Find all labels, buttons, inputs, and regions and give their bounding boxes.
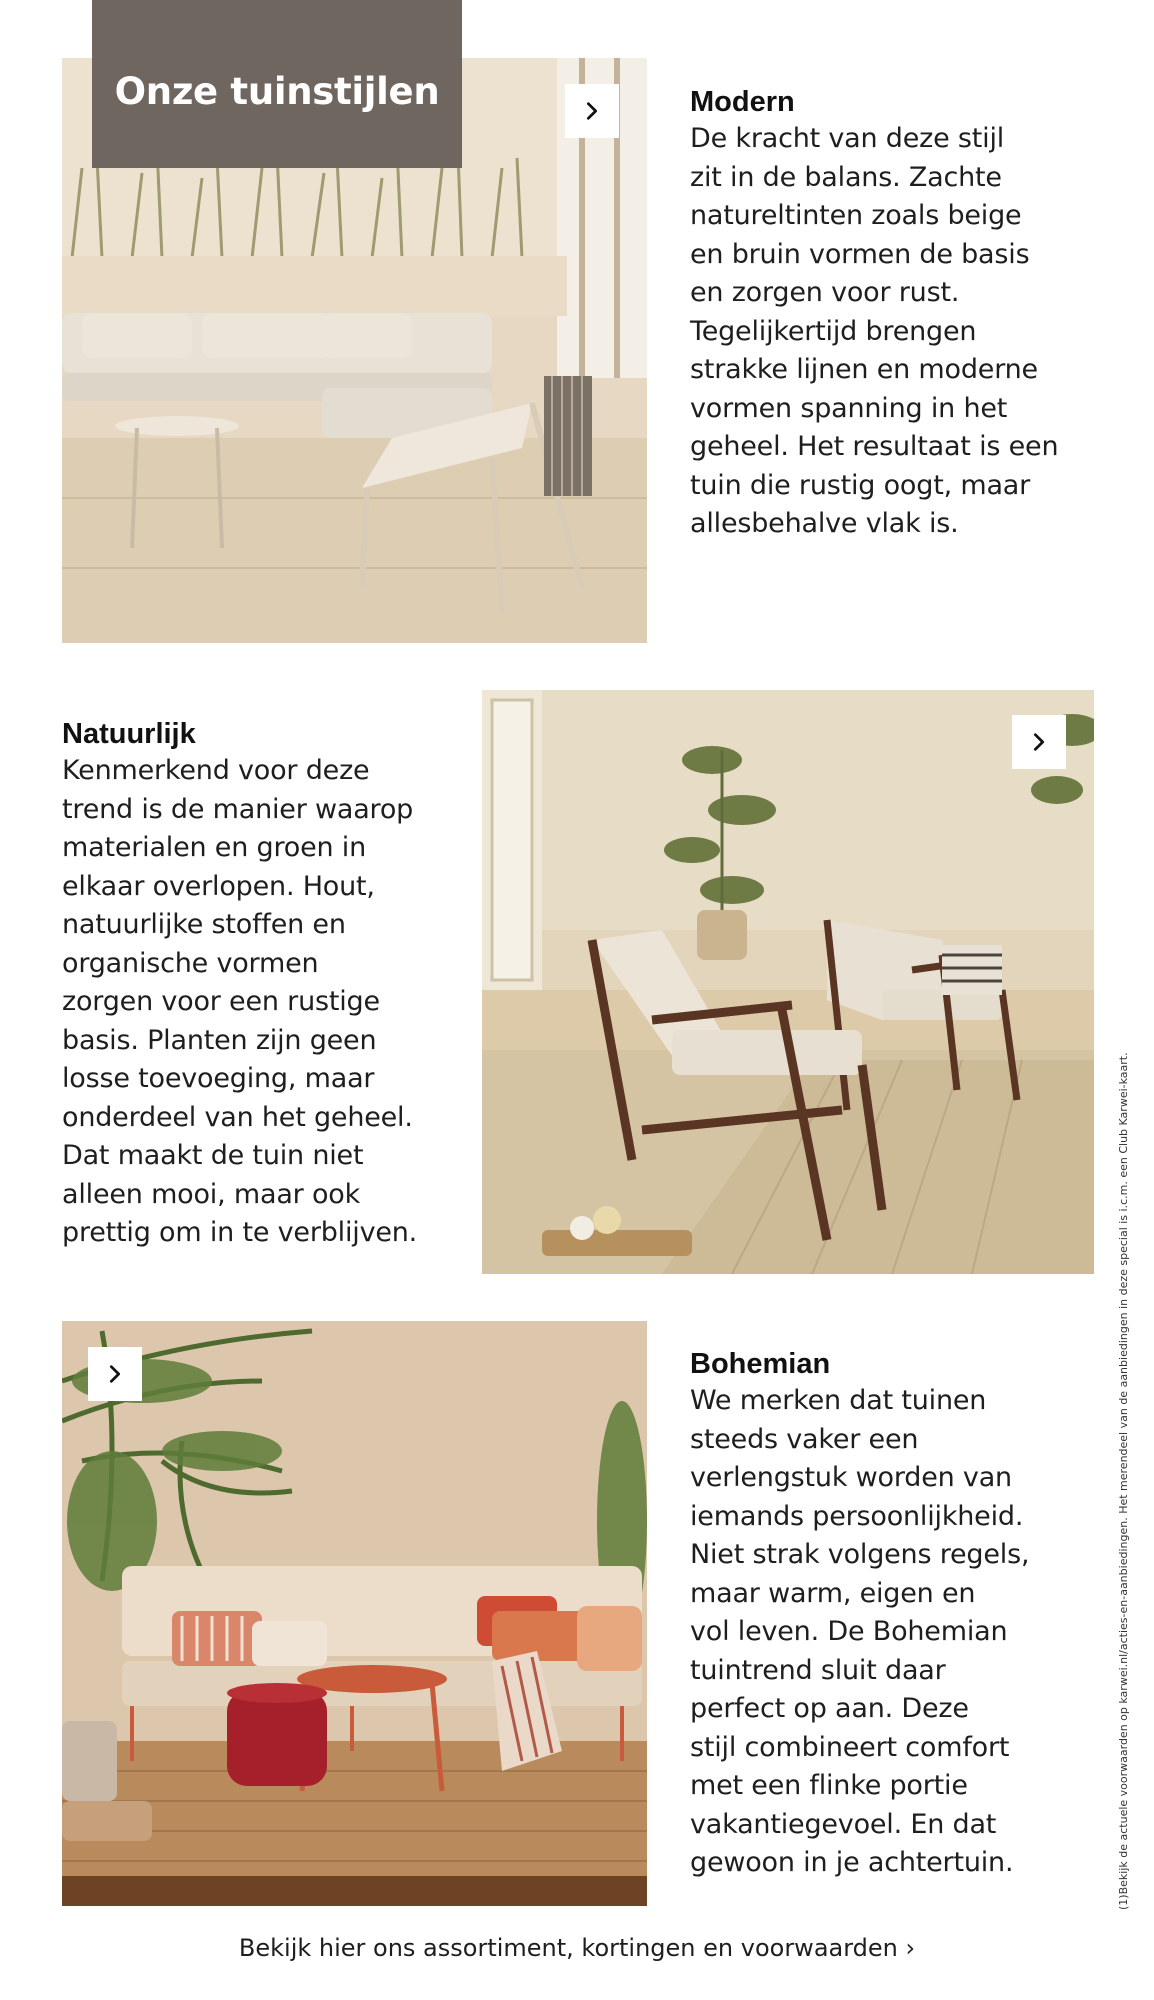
chevron-right-icon [581, 100, 603, 122]
bohemian-line: vakantiegevoel. En dat [690, 1808, 997, 1840]
bohemian-line: maar warm, eigen en [690, 1577, 976, 1609]
modern-line: De kracht van deze stijl [690, 123, 1005, 154]
natural-line: onderdeel van het geheel. [62, 1101, 413, 1133]
bohemian-line: stijl combineert comfort [690, 1731, 1010, 1763]
natural-line: Dat maakt de tuin niet [62, 1140, 364, 1171]
bohemian-line: vol leven. De Bohemian [690, 1616, 1008, 1647]
modern-line: en zorgen voor rust. [690, 277, 960, 308]
natural-line: zorgen voor een rustige [62, 986, 380, 1017]
modern-line: natureltinten zoals beige [690, 200, 1022, 231]
natural-body [62, 752, 482, 1253]
modern-line: tuin die rustig oogt, maar [690, 469, 1031, 501]
modern-line: strakke lijnen en moderne [690, 354, 1038, 385]
natural-title: Natuurlijk [62, 718, 196, 750]
natural-line: basis. Planten zijn geen [62, 1024, 377, 1056]
modern-line: Tegelijkertijd brengen [690, 315, 977, 347]
bohemian-line: perfect op aan. Deze [690, 1693, 969, 1724]
bohemian-line: met een flinke portie [690, 1770, 968, 1801]
natural-line: losse toevoeging, maar [62, 1063, 375, 1094]
bohemian-line: tuintrend sluit daar [690, 1654, 946, 1686]
bohemian-line: We merken dat tuinen [690, 1385, 987, 1416]
bohemian-body [690, 1382, 1130, 1883]
natural-line: natuurlijke stoffen en [62, 909, 346, 940]
modern-line: zit in de balans. Zachte [690, 161, 1002, 193]
natural-line: prettig om in te verblijven. [62, 1217, 418, 1248]
modern-title: Modern [690, 86, 795, 118]
modern-line: vormen spanning in het [690, 392, 1008, 424]
natural-line: materialen en groen in [62, 832, 366, 863]
page-title: Onze tuinstijlen [92, 0, 462, 168]
modern-next-button[interactable] [565, 84, 619, 138]
natural-line: trend is de manier waarop [62, 793, 414, 825]
natural-line: elkaar overlopen. Hout, [62, 870, 375, 902]
modern-line: en bruin vormen de basis [690, 238, 1030, 270]
bohemian-garden-photo [62, 1321, 647, 1906]
chevron-right-icon [104, 1363, 126, 1385]
natural-next-button[interactable] [1012, 715, 1066, 769]
bohemian-line: Niet strak volgens regels, [690, 1539, 1030, 1570]
natural-section-text [62, 716, 482, 1253]
bohemian-line: verlengstuk worden van [690, 1462, 1012, 1493]
bohemian-section-text [690, 1346, 1130, 1883]
natural-line: alleen mooi, maar ook [62, 1178, 361, 1210]
bohemian-line: steeds vaker een [690, 1423, 919, 1455]
natural-line: organische vormen [62, 947, 319, 979]
bohemian-next-button[interactable] [88, 1347, 142, 1401]
natural-line: Kenmerkend voor deze [62, 755, 370, 786]
natural-garden-photo [482, 690, 1094, 1274]
modern-line: allesbehalve vlak is. [690, 508, 959, 539]
bohemian-line: gewoon in je achtertuin. [690, 1847, 1014, 1878]
bohemian-title: Bohemian [690, 1348, 831, 1380]
chevron-right-icon [1028, 731, 1050, 753]
bohemian-line: iemands persoonlijkheid. [690, 1500, 1024, 1532]
modern-line: geheel. Het resultaat is een [690, 431, 1059, 462]
disclaimer-note: (1)Bekijk de actuele voorwaarden op karwei.nl/acties-en-aanbiedingen. Het merendeel van de aanbiedingen in deze special is i.c.m. een Club Karwei-kaart. [1117, 1052, 1130, 1910]
assortment-link[interactable]: Bekijk hier ons assortiment, kortingen en voorwaarden › [238, 1934, 916, 1962]
modern-section-text [690, 84, 1130, 544]
modern-body [690, 120, 1130, 544]
